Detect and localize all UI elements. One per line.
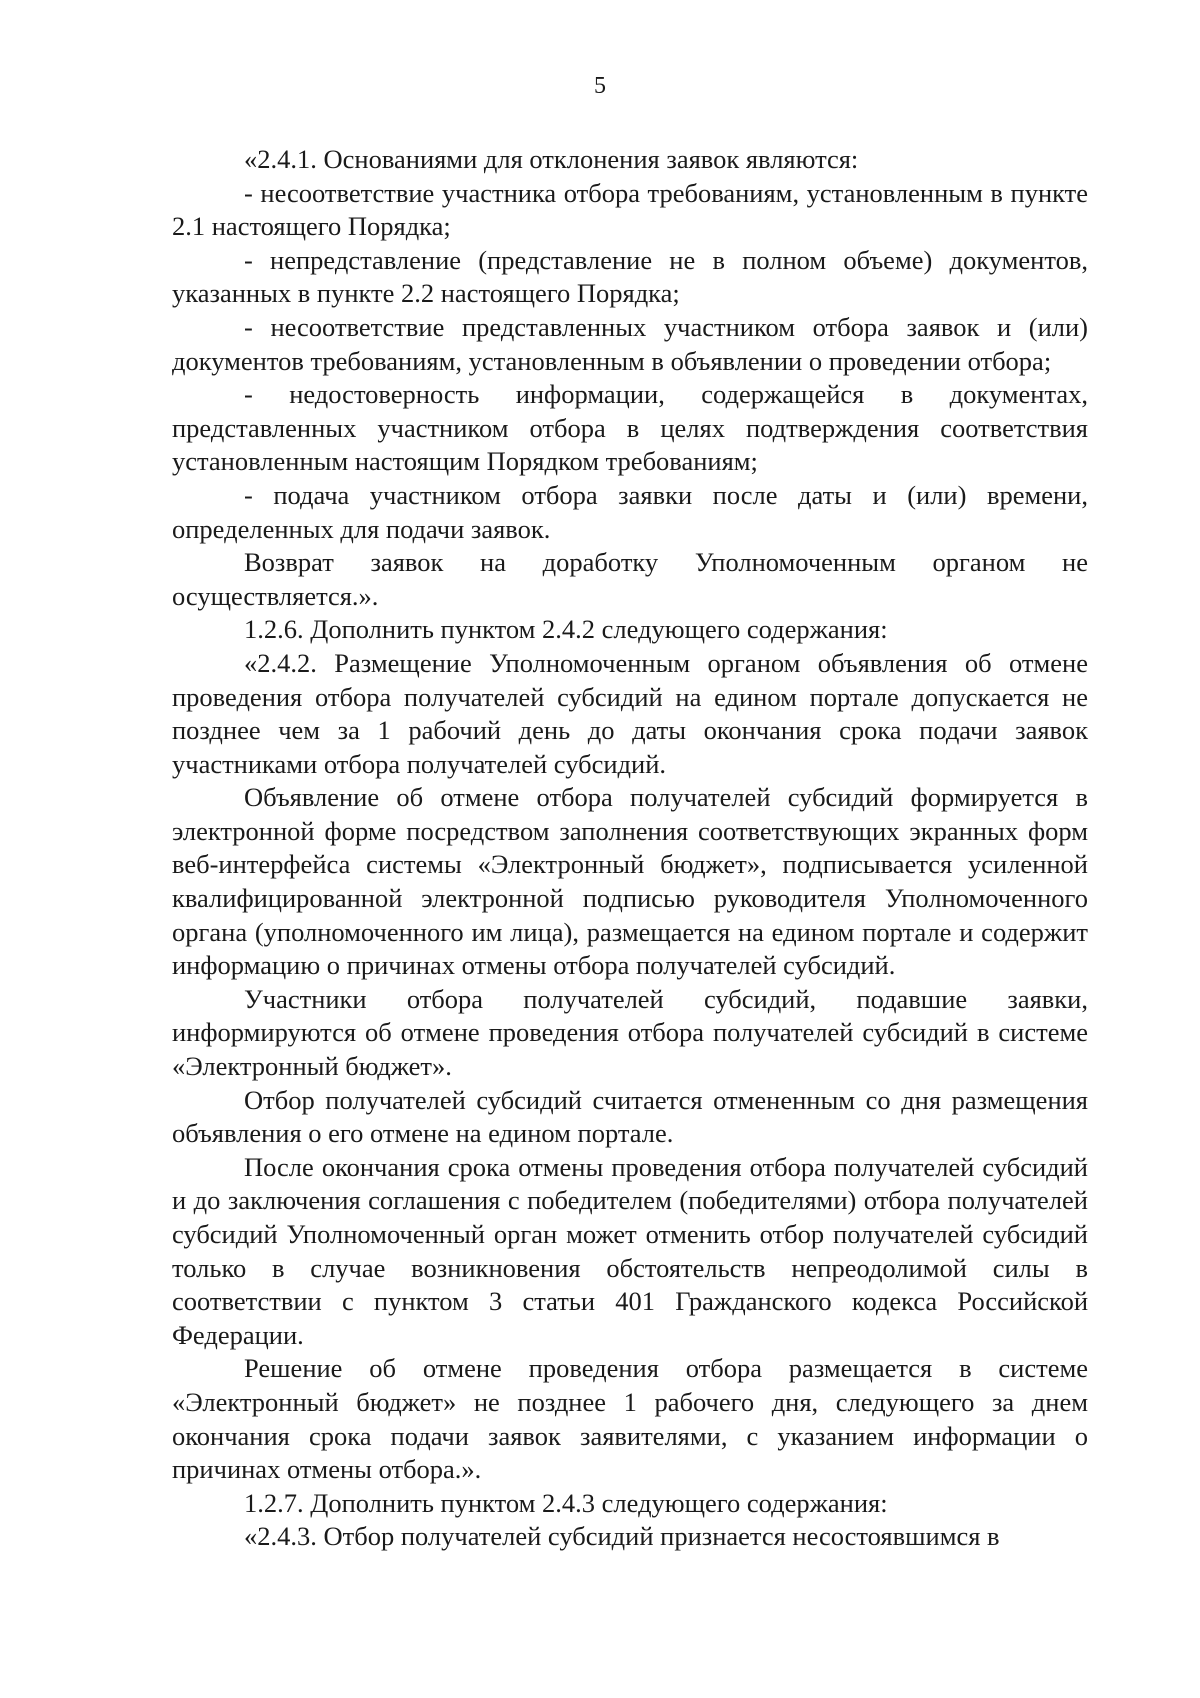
paragraph: Участники отбора получателей субсидий, подавшие заявки, информируются об отмене проведения отбора получателей субсидий в системе «Электронный бюджет». xyxy=(172,983,1088,1082)
paragraph-2-4-1-heading: «2.4.1. Основаниями для отклонения заявок являются: xyxy=(244,144,859,174)
paragraph-2-4-3: «2.4.3. Отбор получателей субсидий признается несостоявшимся в xyxy=(244,1521,1000,1552)
paragraph-list-item: - несоответствие представленных участником отбора заявок и (или) документов требованиям, установленным в объявлении о проведении отбора; xyxy=(172,311,1088,376)
document-body xyxy=(172,143,1088,1554)
paragraph: Отбор получателей субсидий считается отмененным со дня размещения объявления о его отмене на едином портале. xyxy=(172,1084,1088,1149)
paragraph-amendment-1-2-6: 1.2.6. Дополнить пунктом 2.4.2 следующего содержания: xyxy=(244,614,888,645)
paragraph-list-item: - подача участником отбора заявки после даты и (или) времени, определенных для подачи заявок. xyxy=(172,479,1088,544)
page-number: 5 xyxy=(594,73,606,99)
paragraph-list-item: - непредставление (представление не в полном объеме) документов, указанных в пункте 2.2 настоящего Порядка; xyxy=(172,244,1088,309)
paragraph-amendment-1-2-7: 1.2.7. Дополнить пунктом 2.4.3 следующего содержания: xyxy=(244,1487,888,1518)
paragraph-list-item: - недостоверность информации, содержащейся в документах, представленных участником отбора в целях подтверждения соответствия установленным настоящим Порядком требованиям; xyxy=(172,379,1088,477)
paragraph: Возврат заявок на доработку Уполномоченным органом не осуществляется.». xyxy=(172,547,1088,611)
paragraph: Решение об отмене проведения отбора размещается в системе «Электронный бюджет» не позднее 1 рабочего дня, следующего за днем окончания срока подачи заявок заявителями, с указанием информации о причинах отмены отбора.». xyxy=(172,1353,1088,1485)
paragraph-2-4-2: «2.4.2. Размещение Уполномоченным органом объявления об отмене проведения отбора получателей субсидий на едином портале допускается не позднее чем за 1 рабочий день до даты окончания срока подачи заявок участниками отбора получателей субсидий. xyxy=(172,647,1088,779)
paragraph: Объявление об отмене отбора получателей субсидий формируется в электронной форме посредством заполнения соответствующих экранных форм веб-интерфейса системы «Электронный бюджет», подписывается усиленной квалифицированной электронной подписью руководителя Уполномоченного органа (уполномоченного им лица), размещается на едином портале и содержит информацию о причинах отмены отбора получателей субсидий. xyxy=(172,782,1088,981)
paragraph-list-item: - несоответствие участника отбора требованиям, установленным в пункте 2.1 настоящего Порядка; xyxy=(172,177,1088,242)
paragraph: После окончания срока отмены проведения отбора получателей субсидий и до заключения соглашения с победителем (победителями) отбора получателей субсидий Уполномоченный орган может отменить отбор получателей субсидий только в случае возникновения обстоятельств непреодолимой силы в соответствии с пунктом 3 статьи 401 Гражданского кодекса Российской Федерации. xyxy=(172,1151,1088,1350)
